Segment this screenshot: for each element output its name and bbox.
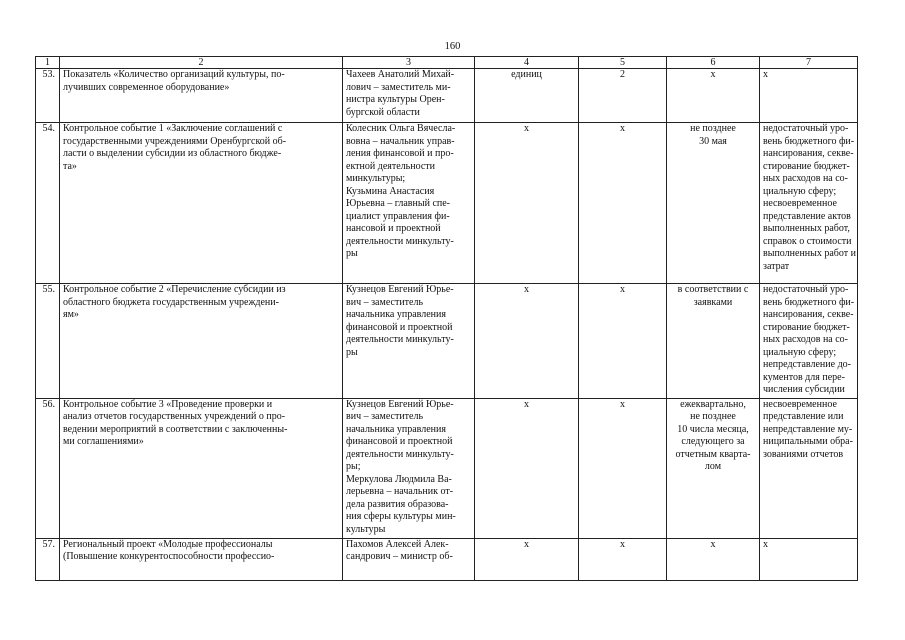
cell-text-line: Показатель «Количество организаций культуры, по- — [63, 69, 285, 80]
cell-text-line: сандрович – министр об- — [346, 551, 453, 562]
cell-text-line: государственными учреждениями Оренбургской об- — [63, 135, 287, 147]
cell-text-line: ежеквартально, — [680, 398, 746, 410]
cell-text-line: выполненных работ и — [763, 248, 856, 259]
cell-text-line: нансирования, секве- — [763, 309, 854, 320]
cell-text-line: начальника управления — [346, 423, 446, 435]
responsible-cell — [343, 284, 475, 399]
cell-text-line: минкультуры; — [346, 173, 406, 184]
cell-text-line: ния сферы культуры мин- — [346, 511, 456, 522]
cell-text-line: начальника управления — [346, 309, 446, 320]
cell-text-line: Колесник Ольга Вячесла- — [346, 123, 456, 134]
header-cell-2: 2 — [60, 57, 343, 69]
unit-cell — [475, 123, 579, 284]
cell-text-line: х — [524, 398, 529, 410]
cell-text-line: циалист управления фи- — [346, 210, 450, 222]
cell-text-line: областного бюджета государственным учреждени- — [63, 296, 279, 308]
cell-text-line: справок о стоимости — [763, 235, 852, 247]
cell-text-line: нистра культуры Орен- — [346, 94, 445, 105]
cell-text-line: Пахомов Алексей Алек- — [346, 538, 449, 550]
cell-text-line: циальную сферу; — [763, 346, 837, 358]
cell-text-line: недостаточный уро- — [763, 123, 849, 134]
cell-text-line: деятельности минкульту- — [346, 448, 454, 460]
cell-text-line: непредставление му- — [763, 423, 853, 435]
cell-text-line: отчетным кварта- — [675, 448, 751, 460]
row-number-cell: 54. — [36, 123, 60, 284]
cell-text-line: финансовой и проектной — [346, 436, 453, 447]
term-cell — [667, 538, 760, 580]
cell-text-line: анализ отчетов государственных учреждений о про- — [63, 411, 286, 422]
page-number: 160 — [444, 41, 461, 52]
cell-text-line: х — [620, 538, 625, 550]
unit-cell — [475, 538, 579, 580]
cell-text-line: дела развития образова- — [346, 498, 449, 510]
term-cell — [667, 284, 760, 399]
cell-text-line: та» — [63, 160, 77, 172]
cell-text-line: деятельности минкульту- — [346, 334, 454, 345]
cell-text-line: х — [524, 123, 529, 134]
cell-text-line: (Повышение конкурентоспособности профессио- — [63, 551, 275, 562]
cell-text-line: ласти о выделении субсидии из областного бюдже- — [63, 148, 282, 159]
cell-text-line: нансовой и проектной — [346, 223, 441, 234]
event-name-cell — [60, 538, 343, 580]
cell-text-line: х — [620, 284, 625, 295]
responsible-cell — [343, 538, 475, 580]
cell-text-line: нансирования, секве- — [763, 148, 854, 159]
cell-text-line: вень бюджетного фи- — [763, 296, 855, 308]
cell-text-line: ры — [346, 248, 358, 259]
cell-text-line: не позднее — [690, 411, 736, 422]
unit-cell — [475, 284, 579, 399]
table-row — [36, 398, 858, 538]
cell-text-line: ми соглашениями» — [63, 436, 144, 447]
cell-text-line: недостаточный уро- — [763, 284, 849, 295]
table-row — [36, 284, 858, 399]
cell-text-line: заявками — [693, 296, 733, 308]
cell-text-line: лович – заместитель ми- — [346, 81, 451, 93]
cell-text-line: представление или — [763, 411, 844, 422]
cell-text-line: стирование бюджет- — [763, 160, 850, 172]
cell-text-line: х — [710, 69, 716, 80]
cell-text-line: следующего за — [681, 436, 745, 447]
risk-cell — [760, 398, 858, 538]
header-cell-4: 4 — [475, 57, 579, 69]
cell-text-line: не позднее — [690, 123, 736, 134]
cell-text-line: ных расходов на со- — [763, 173, 849, 184]
unit-cell — [475, 398, 579, 538]
row-number-cell: 56. — [36, 398, 60, 538]
cell-text-line: ления финансовой и про- — [346, 148, 454, 159]
event-name-cell — [60, 69, 343, 123]
table-row — [36, 69, 858, 123]
cell-text-line: Кузнецов Евгений Юрье- — [346, 398, 454, 410]
cell-text-line: Региональный проект «Молодые профессионалы — [63, 538, 273, 550]
cell-text-line: вень бюджетного фи- — [763, 135, 855, 147]
responsible-cell — [343, 398, 475, 538]
header-cell-5: 5 — [579, 57, 667, 69]
event-name-cell — [60, 123, 343, 284]
header-cell-7: 7 — [760, 57, 858, 69]
event-name-cell — [60, 398, 343, 538]
table-row — [36, 123, 858, 284]
cell-text-line: несвоевременное — [763, 198, 837, 209]
cell-text-line: Кузнецов Евгений Юрье- — [346, 284, 454, 295]
events-table — [35, 56, 858, 581]
cell-text-line: Юрьевна – главный спе- — [346, 198, 451, 209]
term-cell — [667, 123, 760, 284]
header-cell-1: 1 — [36, 57, 60, 69]
cell-text-line: культуры — [346, 523, 386, 535]
cell-text-line: финансовой и проектной — [346, 321, 453, 333]
term-cell — [667, 69, 760, 123]
cell-text-line: выполненных работ, — [763, 223, 850, 234]
event-name-cell — [60, 284, 343, 399]
header-cell-6: 6 — [667, 57, 760, 69]
cell-text-line: вовна – начальник управ- — [346, 135, 455, 147]
cell-text-line: х — [763, 538, 768, 550]
responsible-cell — [343, 69, 475, 123]
cell-text-line: ям» — [63, 309, 79, 320]
cell-text-line: Контрольное событие 1 «Заключение соглашений с — [63, 123, 283, 134]
term-cell — [667, 398, 760, 538]
cell-text-line: х — [763, 69, 768, 80]
cell-text-line: единиц — [511, 69, 542, 80]
cell-text-line: х — [620, 398, 625, 410]
cell-text-line: Контрольное событие 2 «Перечисление субсидии из — [63, 284, 286, 295]
value-cell — [579, 69, 667, 123]
cell-text-line: представление актов — [763, 210, 851, 222]
cell-text-line: 2 — [620, 69, 625, 80]
cell-text-line: 10 числа месяца, — [677, 423, 749, 435]
cell-text-line: в соответствии с — [677, 284, 749, 295]
cell-text-line: несвоевременное — [763, 398, 837, 410]
cell-text-line: числения субсидии — [763, 384, 845, 395]
cell-text-line: деятельности минкульту- — [346, 235, 454, 247]
row-number-cell: 55. — [36, 284, 60, 399]
row-number-cell: 57. — [36, 538, 60, 580]
cell-text-line: ры — [346, 346, 358, 358]
cell-text-line: Чахеев Анатолий Михай- — [346, 69, 455, 80]
cell-text-line: х — [524, 284, 529, 295]
cell-text-line: вич – заместитель — [346, 411, 424, 422]
cell-text-line: х — [710, 538, 716, 550]
cell-text-line: ектной деятельности — [346, 160, 435, 172]
cell-text-line: лерьевна – начальник от- — [346, 486, 454, 497]
cell-text-line: Кузьмина Анастасия — [346, 185, 435, 197]
cell-text-line: зованиями отчетов — [763, 448, 844, 460]
value-cell — [579, 538, 667, 580]
cell-text-line: х — [524, 538, 529, 550]
cell-text-line: затрат — [763, 260, 790, 272]
risk-cell — [760, 69, 858, 123]
cell-text-line: кументов для пере- — [763, 371, 845, 383]
responsible-cell — [343, 123, 475, 284]
cell-text-line: ниципальными обра- — [763, 436, 853, 447]
value-cell — [579, 284, 667, 399]
cell-text-line: 30 мая — [699, 135, 727, 147]
cell-text-line: бургской области — [346, 106, 420, 118]
header-cell-3: 3 — [343, 57, 475, 69]
unit-cell — [475, 69, 579, 123]
cell-text-line: ведении мероприятий в соответствии с заключенны- — [63, 423, 288, 435]
cell-text-line: х — [620, 123, 625, 134]
cell-text-line: ных расходов на со- — [763, 334, 849, 345]
row-number-cell: 53. — [36, 69, 60, 123]
cell-text-line: Контрольное событие 3 «Проведение проверки и — [63, 398, 273, 410]
cell-text-line: лом — [704, 461, 722, 472]
value-cell — [579, 123, 667, 284]
table-header-row — [36, 57, 858, 69]
risk-cell — [760, 538, 858, 580]
cell-text-line: лучивших современное оборудование» — [63, 81, 230, 93]
cell-text-line: непредставление до- — [763, 359, 851, 370]
cell-text-line: ры; — [346, 461, 361, 472]
table-row — [36, 538, 858, 580]
risk-cell — [760, 284, 858, 399]
risk-cell — [760, 123, 858, 284]
cell-text-line: Меркулова Людмила Ва- — [346, 473, 452, 485]
cell-text-line: циальную сферу; — [763, 185, 837, 197]
cell-text-line: вич – заместитель — [346, 296, 424, 308]
value-cell — [579, 398, 667, 538]
cell-text-line: стирование бюджет- — [763, 321, 850, 333]
